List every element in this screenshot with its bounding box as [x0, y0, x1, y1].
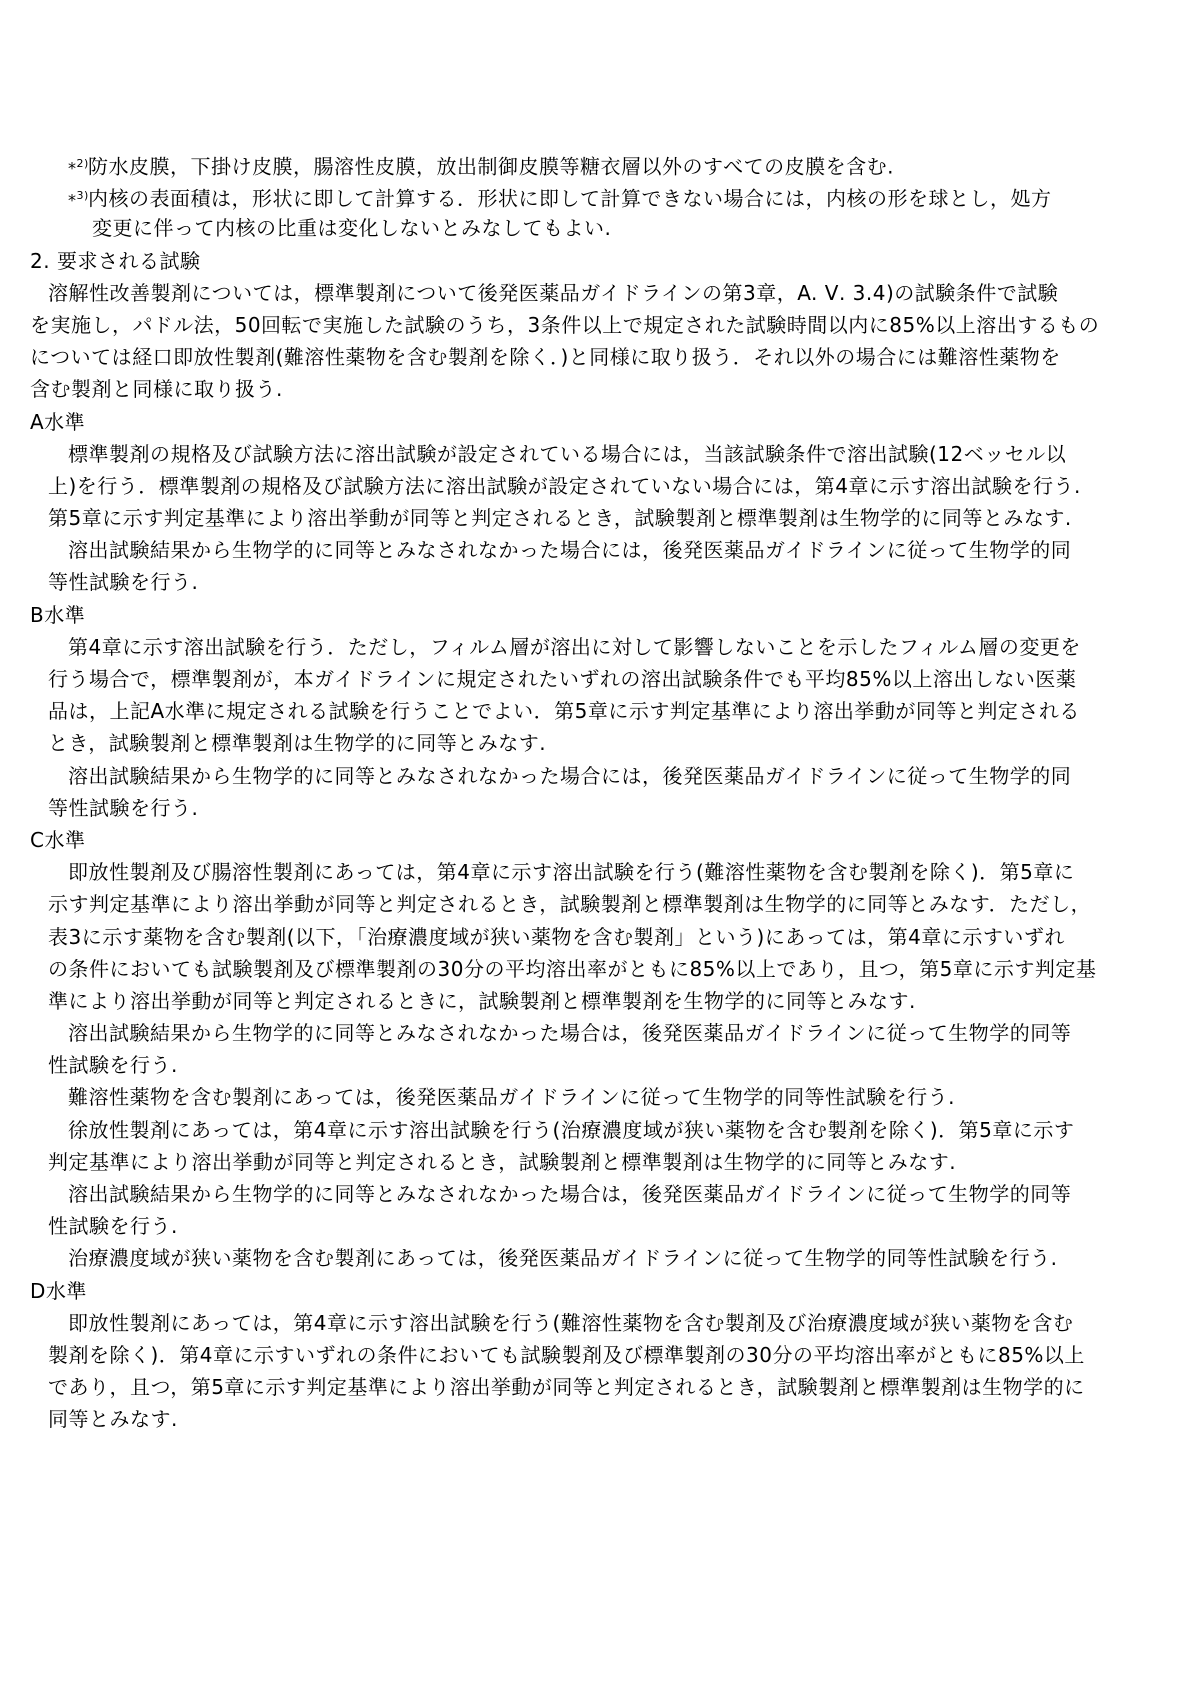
paragraph-line: 準により溶出挙動が同等と判定されるときに，試験製剤と標準製剤を生物学的に同等とみなす.: [48, 988, 916, 1013]
paragraph-line: 同等とみなす.: [48, 1407, 178, 1432]
paragraph-line: 等性試験を行う.: [48, 570, 199, 595]
paragraph-line: 治療濃度域が狭い薬物を含む製剤にあっては，後発医薬品ガイドラインに従って生物学的同等性試験を行う.: [68, 1246, 1058, 1271]
footnote-text: 防水皮膜，下掛け皮膜，腸溶性皮膜，放出制御皮膜等糖衣層以外のすべての皮膜を含む.: [88, 154, 894, 179]
paragraph-line: 示す判定基準により溶出挙動が同等と判定されるとき，試験製剤と標準製剤は生物学的に同等とみなす．ただし，: [48, 892, 1092, 917]
paragraph-line: 溶出試験結果から生物学的に同等とみなされなかった場合には，後発医薬品ガイドラインに従って生物学的同: [68, 538, 1072, 563]
paragraph-line: 行う場合で，標準製剤が，本ガイドラインに規定されたいずれの溶出試験条件でも平均85%以上溶出しない医薬: [48, 667, 1077, 691]
paragraph-line: 上)を行う．標準製剤の規格及び試験方法に溶出試験が設定されていない場合には，第4章に示す溶出試験を行う.: [48, 473, 1081, 498]
footnote-mark: *$^{3)}$: [68, 189, 89, 210]
document-page: [0, 148, 1181, 1436]
paragraph-line: の条件においても試験製剤及び標準製剤の30分の平均溶出率がともに85%以上であり，且つ，第5章に示す判定基: [48, 956, 1097, 981]
paragraph-line: 標準製剤の規格及び試験方法に溶出試験が設定されている場合には，当該試験条件で溶出試験(12ベッセル以: [68, 441, 1067, 466]
paragraph-line: 製剤を除く)．第4章に示すいずれの条件においても試験製剤及び標準製剤の30分の平均溶出率がともに85%以上: [48, 1342, 1085, 1367]
section-title: 2. 要求される試験: [30, 248, 201, 273]
paragraph-line: 溶出試験結果から生物学的に同等とみなされなかった場合は，後発医薬品ガイドラインに従って生物学的同等: [68, 1182, 1072, 1206]
paragraph-line: 性試験を行う.: [48, 1214, 178, 1239]
footnote-3: [0, 180, 1181, 212]
footnote-text: 内核の表面積は，形状に即して計算する．形状に即して計算できない場合には，内核の形を球とし，処方: [88, 186, 1052, 211]
paragraph-line: 性試験を行う.: [48, 1053, 178, 1078]
paragraph-line: については経口即放性製剤(難溶性薬物を含む製剤を除く．)と同様に取り扱う．それ以外の場合には難溶性薬物を: [30, 345, 1061, 370]
paragraph-line: 即放性製剤及び腸溶性製剤にあっては，第4章に示す溶出試験を行う(難溶性薬物を含む製剤を除く)．第5章に: [68, 860, 1075, 885]
paragraph-line: 判定基準により溶出挙動が同等と判定されるとき，試験製剤と標準製剤は生物学的に同等とみなす.: [48, 1149, 957, 1174]
paragraph-line: 溶出試験結果から生物学的に同等とみなされなかった場合は，後発医薬品ガイドラインに従って生物学的同等: [68, 1021, 1072, 1046]
paragraph-line: 表3に示す薬物を含む製剤(以下，「治療濃度域が狭い薬物を含む製剤」という)にあっては，第4章に示すいずれ: [48, 924, 1065, 949]
paragraph-line: 溶解性改善製剤については，標準製剤について後発医薬品ガイドラインの第3章，A. Ⅴ. 3.4)の試験条件で試験: [48, 280, 1059, 305]
paragraph-line: 第4章に示す溶出試験を行う．ただし，フィルム層が溶出に対して影響しないことを示したフィルム層の変更を: [68, 634, 1081, 659]
footnote-2: [0, 148, 1181, 180]
paragraph-line: 徐放性製剤にあっては，第4章に示す溶出試験を行う(治療濃度域が狭い薬物を含む製剤を除く)．第5章に示す: [68, 1117, 1075, 1142]
paragraph-line: 難溶性薬物を含む製剤にあっては，後発医薬品ガイドラインに従って生物学的同等性試験を行う.: [68, 1085, 955, 1110]
footnote-3-cont: 変更に伴って内核の比重は変化しないとみなしてもよい.: [92, 216, 612, 241]
paragraph-line: 第5章に示す判定基準により溶出挙動が同等と判定されるとき，試験製剤と標準製剤は生物学的に同等とみなす.: [48, 506, 1072, 531]
level-c-heading: C水準: [30, 827, 86, 852]
level-b-heading: B水準: [30, 602, 86, 627]
paragraph-line: 即放性製剤にあっては，第4章に示す溶出試験を行う(難溶性薬物を含む製剤及び治療濃度域が狭い薬物を含む: [68, 1310, 1074, 1335]
paragraph-line: 品は，上記A水準に規定される試験を行うことでよい．第5章に示す判定基準により溶出挙動が同等と判定される: [48, 699, 1080, 724]
paragraph-line: とき，試験製剤と標準製剤は生物学的に同等とみなす.: [48, 731, 547, 756]
paragraph-line: であり，且つ，第5章に示す判定基準により溶出挙動が同等と判定されるとき，試験製剤と標準製剤は生物学的に: [48, 1375, 1085, 1400]
paragraph-line: 等性試験を行う.: [48, 795, 199, 820]
paragraph-line: を実施し，パドル法，50回転で実施した試験のうち，3条件以上で規定された試験時間以内に85%以上溶出するもの: [30, 312, 1100, 337]
level-d-heading: D水準: [30, 1278, 87, 1303]
level-a-heading: A水準: [30, 409, 86, 434]
paragraph-line: 含む製剤と同様に取り扱う.: [30, 377, 283, 402]
paragraph-line: 溶出試験結果から生物学的に同等とみなされなかった場合には，後発医薬品ガイドラインに従って生物学的同: [68, 763, 1072, 788]
footnote-mark: *$^{2)}$: [68, 157, 89, 178]
